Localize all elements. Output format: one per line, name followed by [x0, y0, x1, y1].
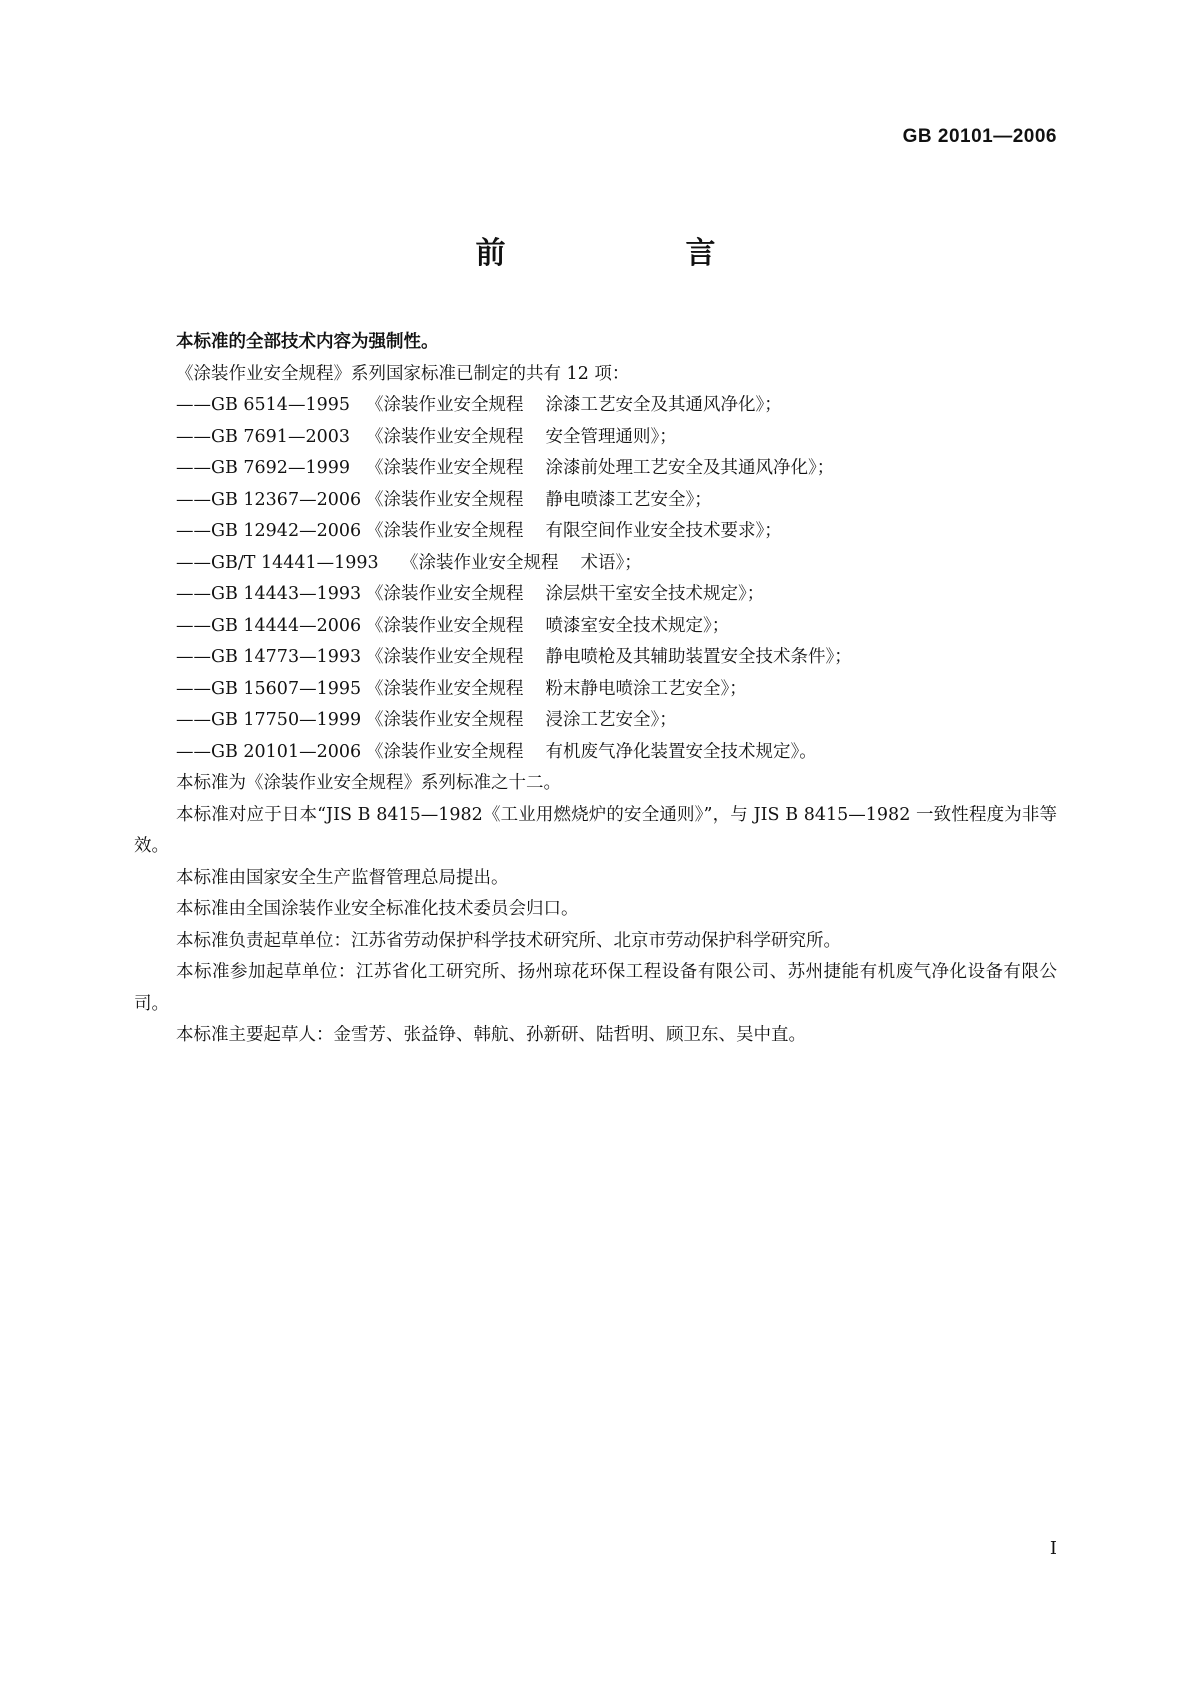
- standard-title: 《涂装作业安全规程: [366, 615, 524, 636]
- list-dash: ——: [176, 615, 211, 636]
- standard-code: GB 15607—1995: [211, 678, 362, 699]
- list-dash: ——: [176, 741, 211, 762]
- standard-subtitle: 安全管理通则》；: [545, 426, 677, 447]
- standard-code: GB 7692—1999: [211, 458, 350, 478]
- list-dash: ——: [176, 395, 211, 415]
- standard-title: 《涂装作业安全规程: [366, 395, 524, 415]
- list-dash: ——: [176, 584, 211, 604]
- standard-title: 《涂装作业安全规程: [401, 552, 559, 573]
- standards-list: [134, 390, 1057, 768]
- administrator-statement: 本标准由全国涂装作业安全标准化技术委员会归口。: [176, 899, 579, 919]
- standard-title: 《涂装作业安全规程: [366, 489, 524, 510]
- standard-code: GB 20101—2006: [211, 741, 362, 762]
- standard-subtitle: 术语》；: [580, 552, 642, 573]
- standard-code: GB 6514—1995: [211, 395, 350, 415]
- list-item: [134, 642, 1057, 674]
- list-item: [134, 485, 1057, 517]
- standard-title: 《涂装作业安全规程: [366, 678, 524, 699]
- standard-subtitle: 喷漆室安全技术规定》；: [545, 615, 730, 636]
- standard-title: 《涂装作业安全规程: [366, 710, 524, 730]
- standard-title: 《涂装作业安全规程: [366, 647, 524, 667]
- standard-code: GB 12942—2006: [211, 521, 362, 541]
- standard-subtitle: 静电喷枪及其辅助装置安全技术条件》；: [545, 647, 852, 667]
- series-position: 本标准为《涂装作业安全规程》系列标准之十二。: [176, 773, 561, 793]
- standard-code-header: GB 20101—2006: [902, 126, 1057, 147]
- list-dash: ——: [176, 458, 211, 478]
- foreword-body: [134, 327, 1057, 1052]
- standard-code: GB/T 14441—1993: [211, 552, 379, 573]
- list-item: [134, 548, 1057, 580]
- standard-code: GB 14443—1993: [211, 584, 362, 604]
- standard-subtitle: 有机废气净化装置安全技术规定》。: [545, 741, 817, 762]
- list-item: [134, 737, 1057, 769]
- lead-drafting-units: 本标准负责起草单位：江苏省劳动保护科学技术研究所、北京市劳动保护科学研究所。: [176, 930, 841, 951]
- standard-title: 《涂装作业安全规程: [366, 584, 524, 604]
- standard-code: GB 17750—1999: [211, 710, 362, 730]
- standard-code: GB 14444—2006: [211, 615, 362, 636]
- list-item: [134, 390, 1057, 422]
- series-intro: 《涂装作业安全规程》系列国家标准已制定的共有 12 项：: [176, 363, 630, 384]
- page-number: I: [1049, 1538, 1057, 1559]
- list-item: [134, 705, 1057, 737]
- standard-title: 《涂装作业安全规程: [366, 741, 524, 762]
- standard-subtitle: 有限空间作业安全技术要求》；: [545, 521, 782, 541]
- participating-drafting-units: 本标准参加起草单位：江苏省化工研究所、扬州琼花环保工程设备有限公司、苏州捷能有机废气净化设备有限公司。: [134, 962, 1057, 1014]
- proposer-statement: 本标准由国家安全生产监督管理总局提出。: [176, 867, 509, 888]
- list-item: [134, 611, 1057, 643]
- standard-title: 《涂装作业安全规程: [366, 458, 524, 478]
- standard-subtitle: 静电喷漆工艺安全》；: [545, 489, 712, 510]
- list-dash: ——: [176, 426, 211, 447]
- correspondence-statement: 本标准对应于日本“JIS B 8415—1982《工业用燃烧炉的安全通则》”，与 JIS B 8415—1982 一致性程度为非等效。: [134, 804, 1057, 856]
- list-item: [134, 579, 1057, 611]
- list-item: [134, 453, 1057, 485]
- mandatory-statement: 本标准的全部技术内容为强制性。: [176, 332, 439, 352]
- standard-subtitle: 浸涂工艺安全》；: [545, 710, 677, 730]
- list-dash: ——: [176, 647, 211, 667]
- list-dash: ——: [176, 710, 211, 730]
- standard-title: 《涂装作业安全规程: [366, 426, 524, 447]
- standard-title: 《涂装作业安全规程: [366, 521, 524, 541]
- standard-code: GB 12367—2006: [211, 489, 362, 510]
- standard-subtitle: 涂漆前处理工艺安全及其通风净化》；: [545, 458, 835, 478]
- standard-code: GB 7691—2003: [211, 426, 350, 447]
- page-title: 前 言: [475, 236, 756, 271]
- list-item: [134, 516, 1057, 548]
- standard-subtitle: 粉末静电喷涂工艺安全》；: [545, 678, 747, 699]
- list-dash: ——: [176, 678, 211, 699]
- standard-subtitle: 涂漆工艺安全及其通风净化》；: [545, 395, 782, 415]
- list-item: [134, 674, 1057, 706]
- standard-subtitle: 涂层烘干室安全技术规定》；: [545, 584, 765, 604]
- list-dash: ——: [176, 521, 211, 541]
- standard-code: GB 14773—1993: [211, 647, 362, 667]
- list-item: [134, 422, 1057, 454]
- list-dash: ——: [176, 552, 211, 573]
- list-dash: ——: [176, 489, 211, 510]
- main-drafters: 本标准主要起草人：金雪芳、张益铮、韩航、孙新研、陆哲明、顾卫东、吴中直。: [176, 1025, 806, 1045]
